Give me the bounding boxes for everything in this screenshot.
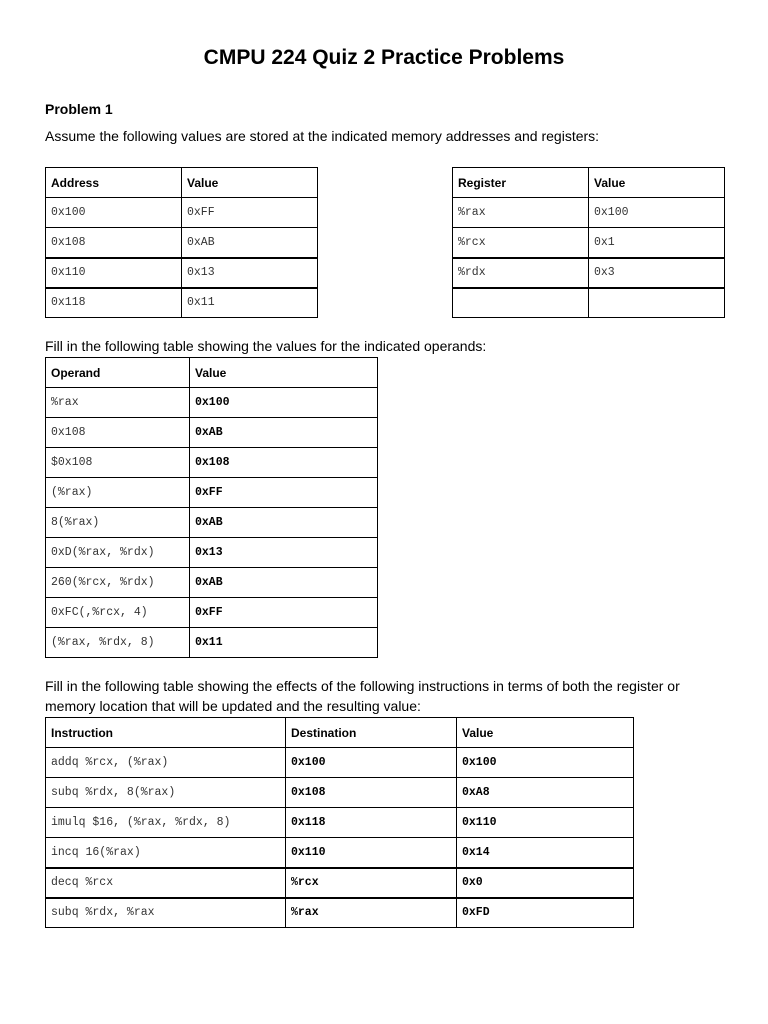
page-title: CMPU 224 Quiz 2 Practice Problems [203, 46, 565, 69]
column-header-destination: Destination [286, 718, 457, 748]
table-row [46, 748, 634, 778]
operand-cell: 0xD(%rax, %rdx) [46, 538, 190, 568]
operand-cell: 8(%rax) [46, 508, 190, 538]
table-row [46, 538, 378, 568]
register-name-cell [453, 288, 589, 318]
column-header-value: Value [457, 718, 634, 748]
table-row [46, 228, 318, 258]
intro-text: Assume the following values are stored at the indicated memory addresses and registers: [45, 128, 600, 144]
table-row [46, 198, 318, 228]
table-row [453, 228, 725, 258]
destination-cell: 0x110 [286, 838, 457, 868]
operand-value-cell: 0xFF [190, 478, 378, 508]
column-header-register: Register [453, 168, 589, 198]
result-value-cell: 0x100 [457, 748, 634, 778]
operand-cell: (%rax) [46, 478, 190, 508]
table-row [46, 838, 634, 868]
operand-value-cell: 0x13 [190, 538, 378, 568]
register-table [452, 167, 725, 318]
column-header-value: Value [182, 168, 318, 198]
table-row [46, 258, 318, 288]
table-row [46, 448, 378, 478]
register-name-cell: %rax [453, 198, 589, 228]
table-row [46, 628, 378, 658]
destination-cell: %rax [286, 898, 457, 928]
memory-value-cell: 0x11 [182, 288, 318, 318]
operand-prompt: Fill in the following table showing the values for the indicated operands: [45, 338, 487, 354]
instruction-cell: addq %rcx, (%rax) [46, 748, 286, 778]
memory-address-cell: 0x100 [46, 198, 182, 228]
register-value-cell [589, 288, 725, 318]
instruction-prompt-line-2: memory location that will be updated and the resulting value: [45, 698, 421, 714]
memory-value-cell: 0x13 [182, 258, 318, 288]
table-row [46, 288, 318, 318]
table-row [453, 198, 725, 228]
register-name-cell: %rdx [453, 258, 589, 288]
operand-value-cell: 0xAB [190, 418, 378, 448]
column-header-instruction: Instruction [46, 718, 286, 748]
operand-value-cell: 0xAB [190, 568, 378, 598]
instruction-cell: subq %rdx, %rax [46, 898, 286, 928]
instruction-prompt-line-1: Fill in the following table showing the effects of the following instructions in terms of both the register or [45, 678, 680, 694]
result-value-cell: 0xA8 [457, 778, 634, 808]
table-row [46, 478, 378, 508]
operand-cell: 0x108 [46, 418, 190, 448]
table-row [46, 898, 634, 928]
table-row [46, 598, 378, 628]
memory-address-cell: 0x118 [46, 288, 182, 318]
destination-cell: 0x100 [286, 748, 457, 778]
operand-value-cell: 0xFF [190, 598, 378, 628]
operand-cell: 0xFC(,%rcx, 4) [46, 598, 190, 628]
operand-cell: %rax [46, 388, 190, 418]
table-row [46, 568, 378, 598]
table-row [46, 808, 634, 838]
register-value-cell: 0x100 [589, 198, 725, 228]
instruction-cell: imulq $16, (%rax, %rdx, 8) [46, 808, 286, 838]
operand-cell: $0x108 [46, 448, 190, 478]
operand-cell: 260(%rcx, %rdx) [46, 568, 190, 598]
register-name-cell: %rcx [453, 228, 589, 258]
column-header-value: Value [589, 168, 725, 198]
operand-value-cell: 0x100 [190, 388, 378, 418]
problem-heading: Problem 1 [45, 101, 113, 117]
operand-value-cell: 0x108 [190, 448, 378, 478]
table-row [46, 388, 378, 418]
column-header-value: Value [190, 358, 378, 388]
result-value-cell: 0x14 [457, 838, 634, 868]
table-row [453, 288, 725, 318]
result-value-cell: 0x110 [457, 808, 634, 838]
operand-cell: (%rax, %rdx, 8) [46, 628, 190, 658]
memory-table [45, 167, 318, 318]
instruction-cell: incq 16(%rax) [46, 838, 286, 868]
result-value-cell: 0xFD [457, 898, 634, 928]
memory-address-cell: 0x110 [46, 258, 182, 288]
instruction-cell: decq %rcx [46, 868, 286, 898]
column-header-address: Address [46, 168, 182, 198]
operand-table-header [46, 358, 378, 388]
table-row [46, 778, 634, 808]
operand-table [45, 357, 378, 658]
table-row [46, 418, 378, 448]
instruction-table [45, 717, 634, 928]
destination-cell: 0x108 [286, 778, 457, 808]
instruction-cell: subq %rdx, 8(%rax) [46, 778, 286, 808]
table-row [46, 868, 634, 898]
operand-value-cell: 0xAB [190, 508, 378, 538]
register-table-header [453, 168, 725, 198]
column-header-operand: Operand [46, 358, 190, 388]
memory-address-cell: 0x108 [46, 228, 182, 258]
table-row [46, 508, 378, 538]
result-value-cell: 0x0 [457, 868, 634, 898]
memory-value-cell: 0xFF [182, 198, 318, 228]
operand-value-cell: 0x11 [190, 628, 378, 658]
instruction-table-header [46, 718, 634, 748]
memory-table-header [46, 168, 318, 198]
memory-value-cell: 0xAB [182, 228, 318, 258]
destination-cell: %rcx [286, 868, 457, 898]
destination-cell: 0x118 [286, 808, 457, 838]
register-value-cell: 0x1 [589, 228, 725, 258]
table-row [453, 258, 725, 288]
register-value-cell: 0x3 [589, 258, 725, 288]
